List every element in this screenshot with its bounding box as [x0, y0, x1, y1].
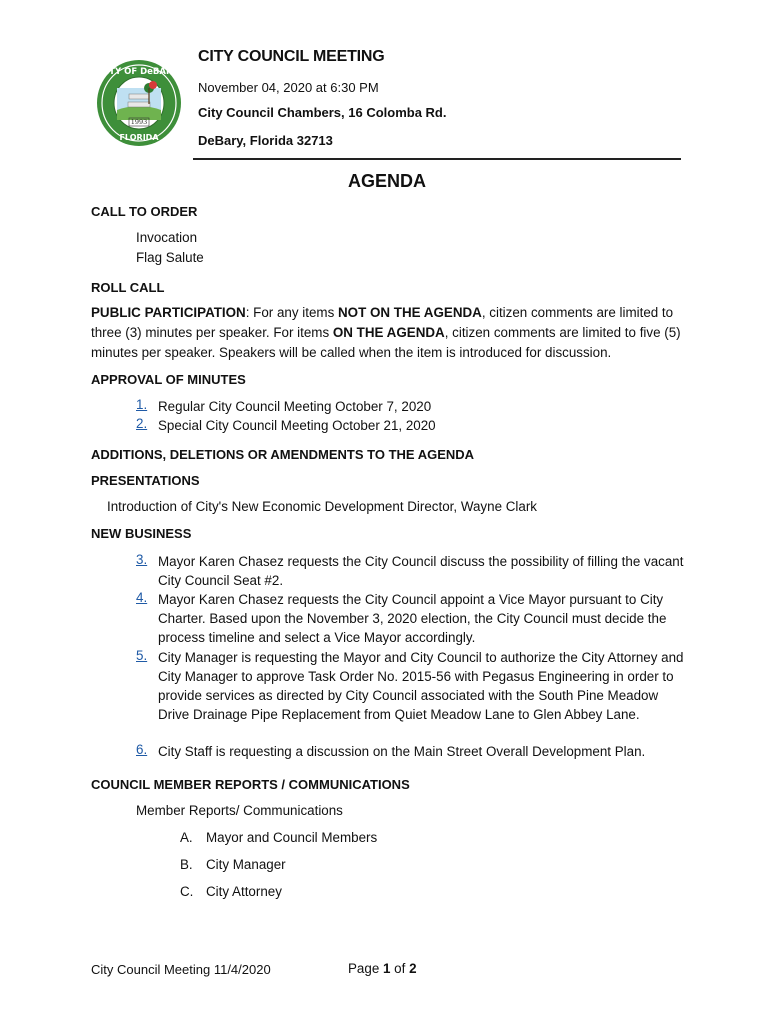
item-text: Mayor Karen Chasez requests the City Council appoint a Vice Mayor pursuant to City Charter. Based upon the November 3, 2020 election, the City Council must decide the process timeline and select a Vice Mayor accordingly. — [158, 592, 667, 645]
public-participation-text-1: : For any items — [245, 305, 339, 320]
list-item — [180, 884, 282, 899]
list-item — [180, 830, 377, 845]
item-number-link[interactable]: 5. — [136, 648, 148, 663]
meeting-date-time: November 04, 2020 at 6:30 PM — [198, 80, 379, 95]
presentations-text: Introduction of City's New Economic Development Director, Wayne Clark — [107, 499, 537, 514]
public-participation-heading: PUBLIC PARTICIPATION — [91, 305, 246, 320]
call-to-order-flag-salute: Flag Salute — [136, 250, 204, 265]
council-reports-subheading: Member Reports/ Communications — [136, 803, 343, 818]
list-item — [180, 857, 286, 872]
public-participation-text-2: , citizen comments are limited to three (3) minutes per speaker. For items — [91, 305, 674, 340]
meeting-title: CITY COUNCIL MEETING — [198, 48, 385, 65]
item-number-link[interactable]: 1. — [136, 397, 148, 412]
svg-text:1993: 1993 — [130, 118, 148, 126]
item-label: A. — [180, 830, 193, 845]
item-label: B. — [180, 857, 193, 872]
item-text: Mayor Karen Chasez requests the City Council discuss the possibility of filling the vacant City Council Seat #2. — [158, 554, 684, 588]
item-number-link[interactable]: 2. — [136, 416, 148, 431]
public-participation-paragraph — [91, 303, 681, 363]
public-participation-bold-1: NOT ON THE AGENDA — [338, 305, 482, 320]
call-to-order-invocation: Invocation — [136, 230, 198, 245]
footer-meeting-label: City Council Meeting 11/4/2020 — [91, 962, 271, 977]
call-to-order-heading: CALL TO ORDER — [91, 204, 198, 219]
of-word: of — [390, 961, 410, 976]
presentations-heading: PRESENTATIONS — [91, 473, 200, 488]
item-text: City Attorney — [206, 884, 282, 899]
item-number-link[interactable]: 6. — [136, 742, 148, 757]
public-participation-bold-2: ON THE AGENDA — [332, 325, 445, 340]
footer-page-indicator — [348, 961, 417, 976]
item-number-link[interactable]: 3. — [136, 552, 148, 567]
item-text: Special City Council Meeting October 21, 2020 — [158, 418, 436, 433]
agenda-title: AGENDA — [348, 171, 427, 191]
page-word: Page — [348, 961, 383, 976]
svg-text:CITY OF DeBARY: CITY OF DeBARY — [99, 67, 179, 77]
header-divider — [193, 158, 681, 160]
council-reports-heading: COUNCIL MEMBER REPORTS / COMMUNICATIONS — [91, 777, 410, 792]
item-label: C. — [180, 884, 194, 899]
page-total: 2 — [409, 961, 417, 976]
svg-text:FLORIDA: FLORIDA — [119, 133, 159, 142]
approval-of-minutes-heading: APPROVAL OF MINUTES — [91, 372, 246, 387]
additions-heading: ADDITIONS, DELETIONS OR AMENDMENTS TO THE AGENDA — [91, 447, 475, 462]
item-text: City Manager — [206, 857, 286, 872]
item-number-link[interactable]: 4. — [136, 590, 148, 605]
public-participation-text-3: , citizen comments are limited to five (5) minutes per speaker. Speakers will be called when the item is introduced for discussion. — [91, 325, 681, 360]
new-business-heading: NEW BUSINESS — [91, 526, 192, 541]
roll-call-heading: ROLL CALL — [91, 280, 165, 295]
meeting-city-state: DeBary, Florida 32713 — [198, 133, 333, 148]
city-seal-logo — [95, 58, 183, 148]
page-number: 1 — [383, 961, 391, 976]
item-text: City Staff is requesting a discussion on the Main Street Overall Development Plan. — [158, 744, 646, 759]
item-text: Regular City Council Meeting October 7, 2020 — [158, 399, 432, 414]
meeting-location: City Council Chambers, 16 Colomba Rd. — [198, 105, 447, 120]
item-text: Mayor and Council Members — [206, 830, 378, 845]
item-text: City Manager is requesting the Mayor and City Council to authorize the City Attorney and City Manager to approve Task Order No. 2015-56 with Pegasus Engineering in order to provide services as directed by City Council associated with the South Pine Meadow Drive Drainage Pipe Replacement from Quiet Meadow Lane to Glen Abbey Lane. — [158, 650, 684, 722]
